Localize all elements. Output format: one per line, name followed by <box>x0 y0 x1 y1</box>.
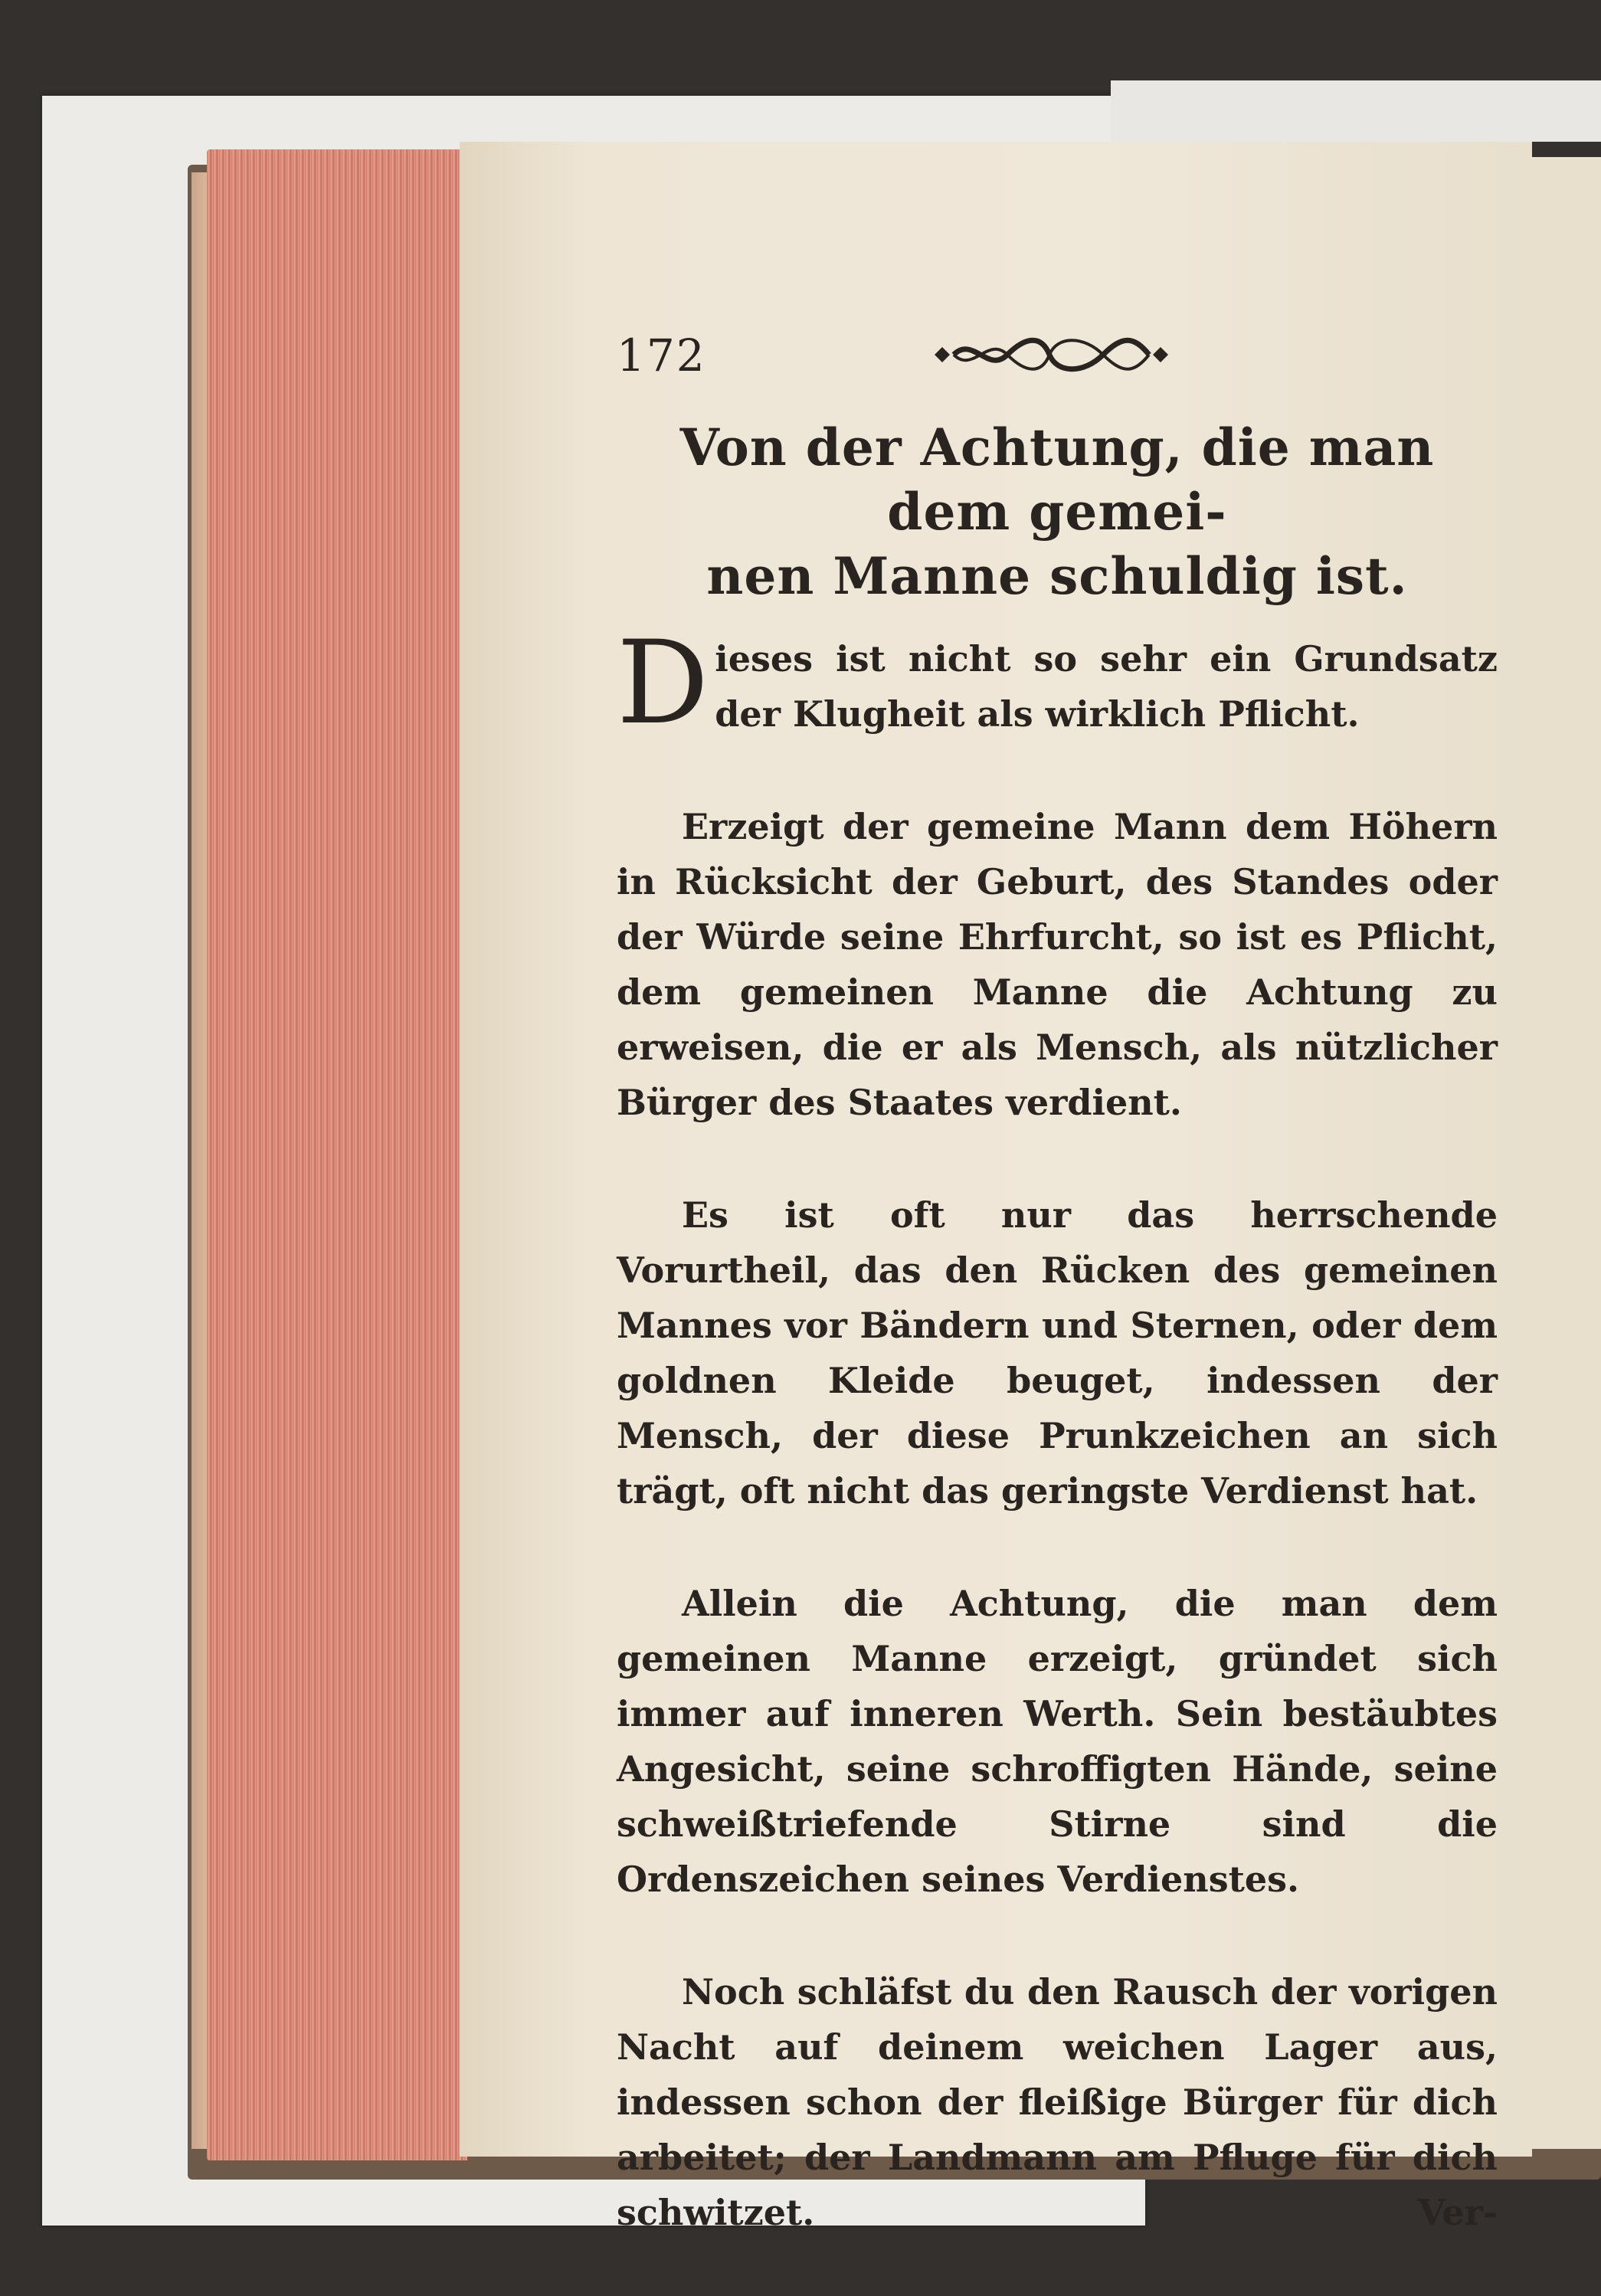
chapter-title-line-1: Von der Achtung, die man dem gemei- <box>679 418 1435 542</box>
red-page-edges <box>207 149 467 2160</box>
catchword: Ver- <box>1417 2192 1498 2233</box>
white-backing-strip <box>1111 80 1601 142</box>
ornament-icon <box>927 336 1172 374</box>
paragraph-text: Noch schläfst du den Rausch der vorigen Nacht auf deinem weichen Lager aus, indessen schon der fleißige Bürger für dich arbeitet; der Landmann am Pfluge für dich schwitzet. <box>617 1971 1498 2233</box>
page-header <box>617 329 1498 398</box>
chapter-title <box>617 415 1498 608</box>
page-number: 172 <box>617 329 706 382</box>
chapter-title-line-2: nen Manne schuldig ist. <box>706 546 1408 606</box>
paragraph: Erzeigt der gemeine Mann dem Höhern in Rücksicht der Geburt, des Standes oder der Würde seine Ehrfurcht, so ist es Pflicht, dem gemeinen Manne die Achtung zu erweisen, die er als Mensch, als nützlicher Bürger des Staates verdient. <box>617 806 1498 1123</box>
drop-cap: D <box>617 617 709 750</box>
opening-paragraph-text: ieses ist nicht so sehr ein Grundsatz der Klugheit als wirklich Pflicht. <box>715 638 1498 735</box>
page-text-block <box>617 329 1498 2240</box>
facing-page-edge <box>1528 157 1601 2149</box>
paragraph <box>617 1964 1498 2240</box>
paragraph: Allein die Achtung, die man dem gemeinen Manne erzeigt, gründet sich immer auf inneren Werth. Sein bestäubtes Angesicht, seine schroffigten Hände, seine schweißtriefende Stirne sind die Ordenszeichen seines Verdienstes. <box>617 1583 1498 1900</box>
paragraph: Es ist oft nur das herrschende Vorurtheil, das den Rücken des gemeinen Mannes vor Bändern und Sternen, oder dem goldnen Kleide beuget, indessen der Mensch, der diese Prunkzeichen an sich trägt, oft nicht das geringste Verdienst hat. <box>617 1194 1498 1512</box>
book-page <box>460 142 1532 2233</box>
opening-paragraph <box>617 617 1498 750</box>
